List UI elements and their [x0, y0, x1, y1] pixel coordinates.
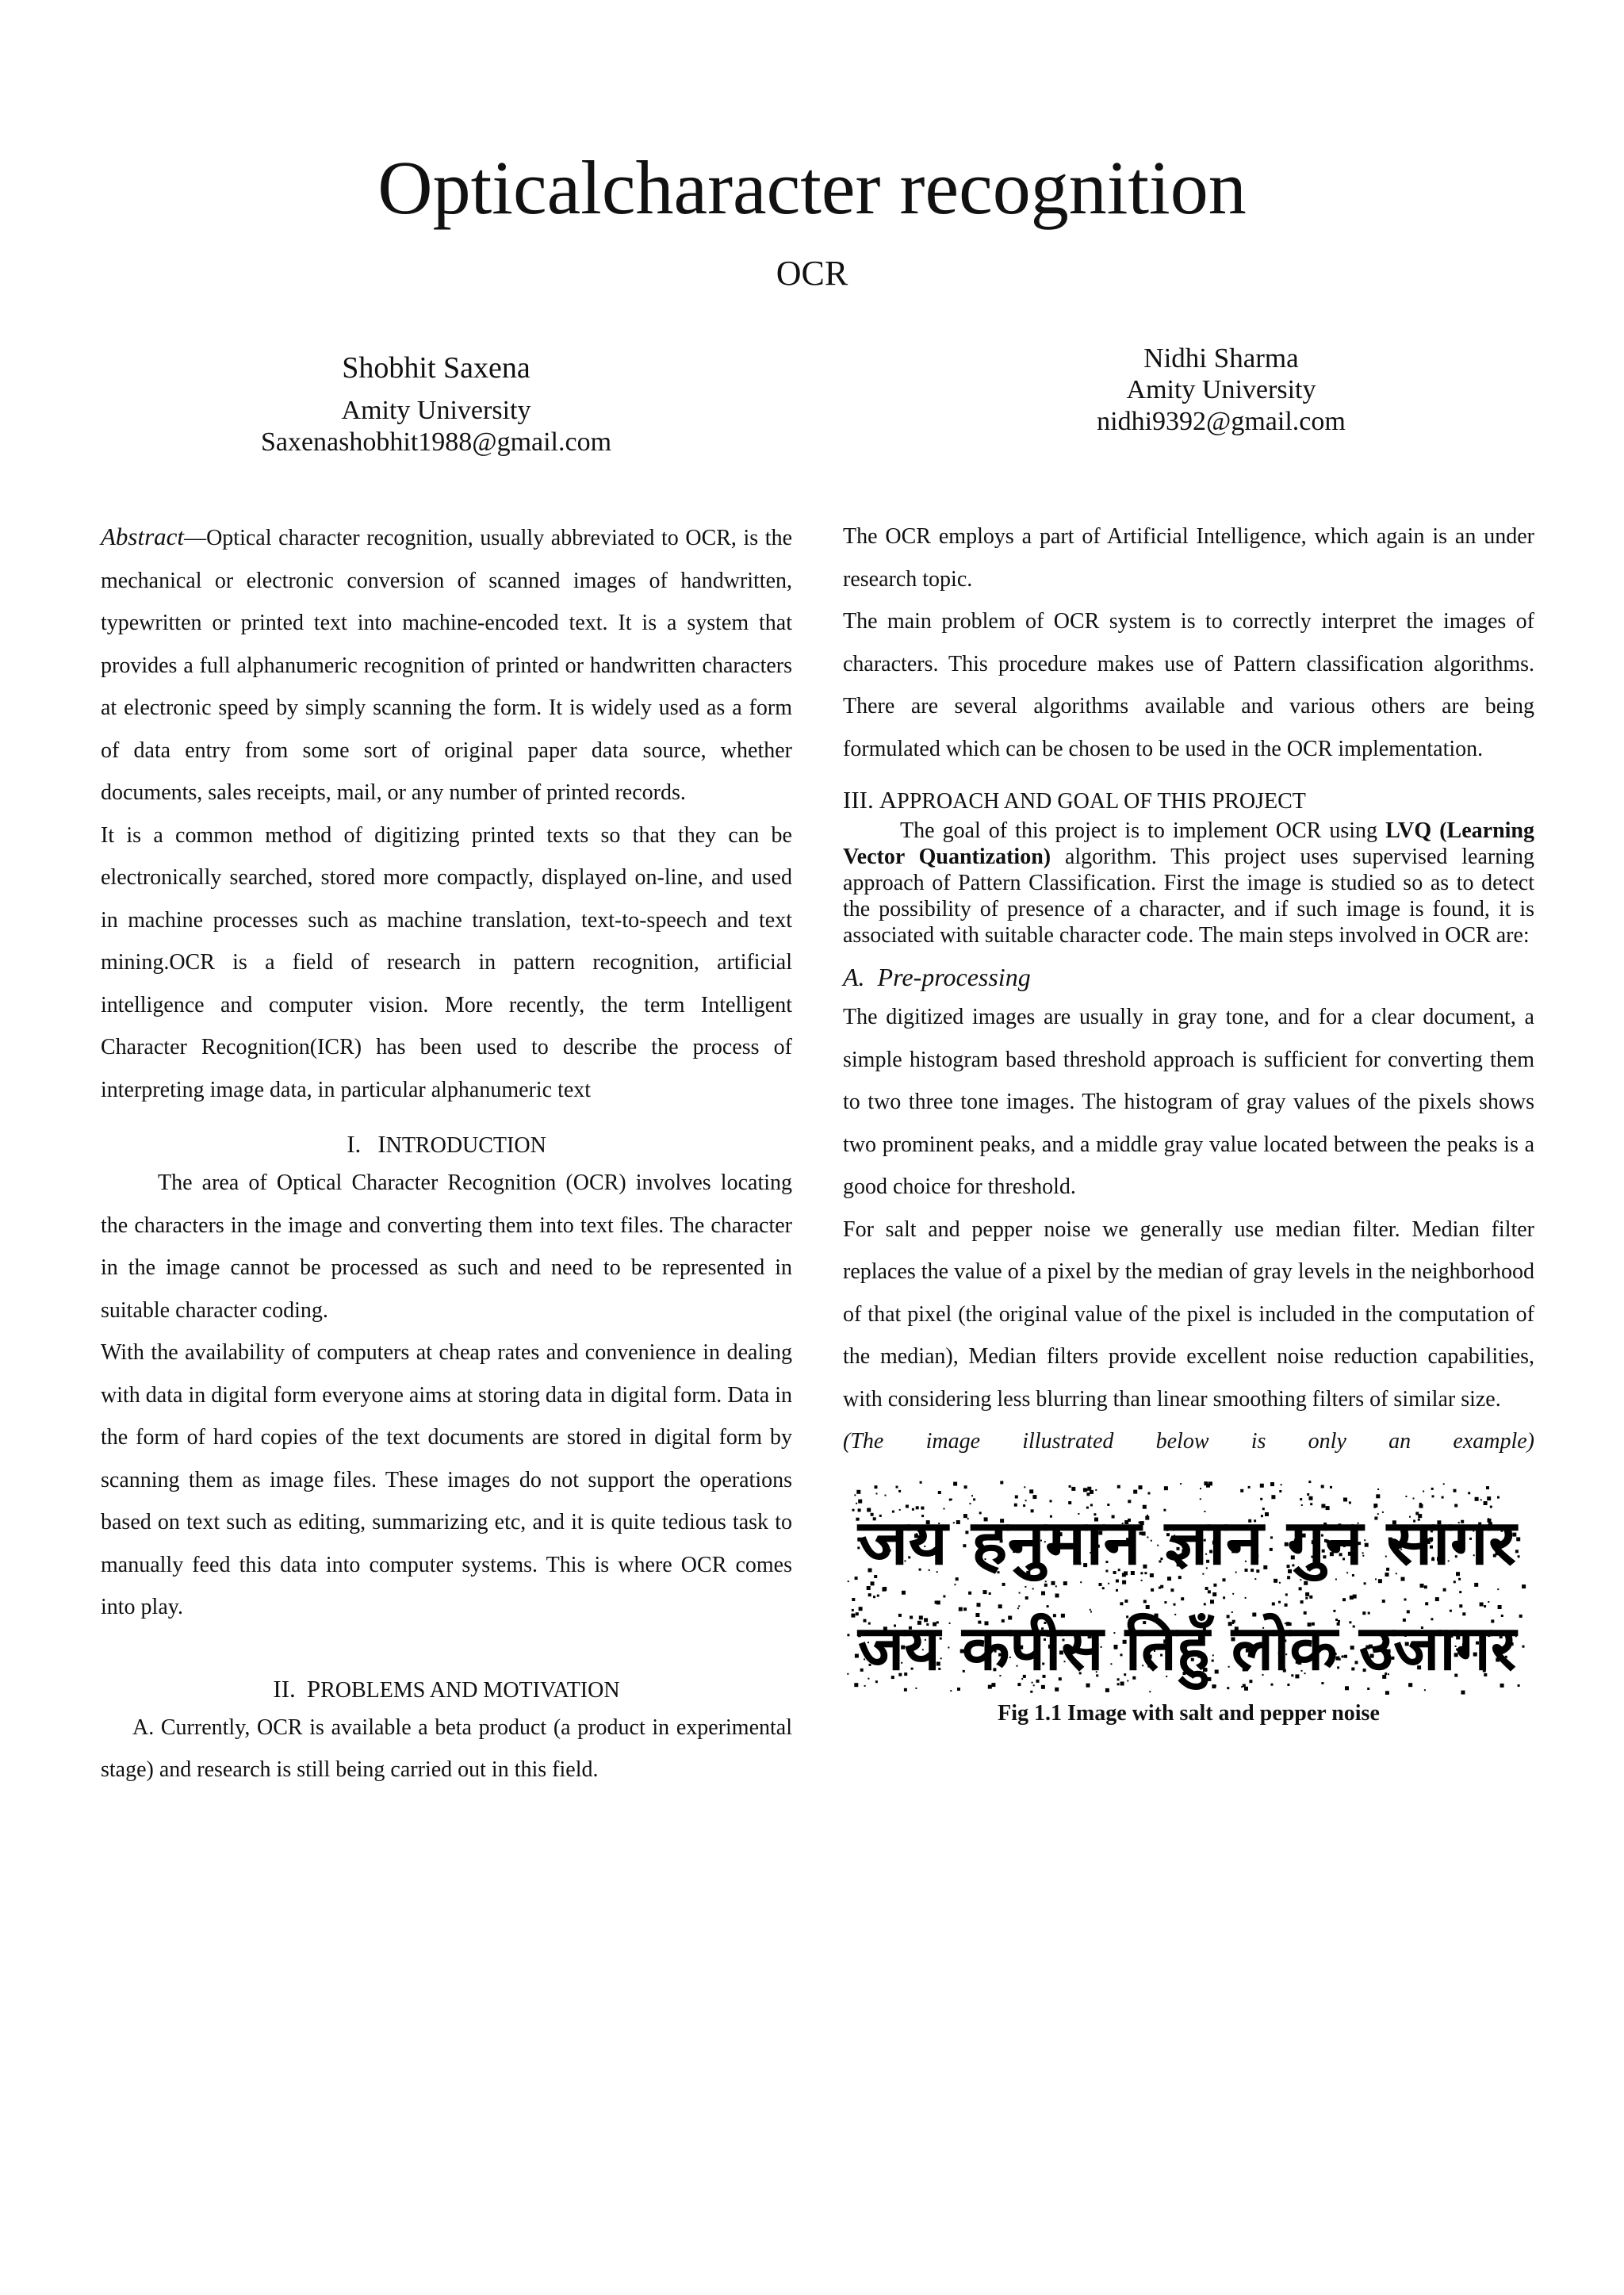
noise-dot [1385, 1691, 1389, 1695]
noise-dot [1116, 1588, 1118, 1591]
noise-dot [871, 1581, 875, 1585]
noise-dot [1405, 1496, 1407, 1497]
noise-dot [1149, 1691, 1151, 1692]
noise-dot [1122, 1580, 1126, 1584]
noise-dot [1090, 1489, 1094, 1493]
noise-dot [1497, 1588, 1499, 1590]
noise-dot [1015, 1495, 1018, 1498]
noise-dot [896, 1485, 898, 1488]
noise-dot [1107, 1504, 1109, 1506]
noise-dot [1450, 1609, 1452, 1611]
noise-dot [1025, 1596, 1028, 1600]
noise-dot [1033, 1684, 1035, 1686]
noise-dot [1117, 1485, 1120, 1488]
noise-dot [856, 1502, 857, 1504]
noise-dot [1435, 1597, 1439, 1601]
noise-dot [1432, 1495, 1434, 1497]
noise-dot [1484, 1501, 1488, 1505]
noise-dot [847, 1672, 848, 1674]
problems-paragraph-1: A. Currently, OCR is available a beta product (a product in experimental stage) and research is still being carried out in this field. [101, 1715, 792, 1782]
noise-dot [1404, 1598, 1407, 1600]
noise-dot [1279, 1581, 1281, 1583]
noise-dot [1413, 1497, 1415, 1499]
noise-dot [1424, 1689, 1426, 1691]
noise-dot [1260, 1483, 1264, 1487]
noise-dot [1285, 1603, 1288, 1606]
noise-dot [1497, 1496, 1500, 1498]
noise-dot [938, 1491, 941, 1494]
noise-dot [877, 1594, 879, 1596]
noise-dot [1270, 1482, 1274, 1486]
noise-dot [1023, 1504, 1025, 1507]
noise-dot [1272, 1602, 1275, 1605]
noise-dot [851, 1613, 855, 1617]
noise-dot [1055, 1593, 1059, 1597]
noise-dot [1279, 1490, 1281, 1492]
noise-dot [1475, 1496, 1479, 1500]
noise-dot [1105, 1688, 1109, 1692]
noise-dot [1018, 1605, 1020, 1607]
noise-dot [1069, 1485, 1071, 1487]
noise-dot [1083, 1488, 1087, 1492]
noise-dot [1212, 1684, 1216, 1688]
noise-dot [1431, 1487, 1434, 1489]
noise-dot [1044, 1583, 1048, 1586]
noise-dot [1454, 1488, 1457, 1492]
noise-dot [959, 1607, 963, 1611]
noise-dot [1108, 1582, 1109, 1584]
section-heading-approach: III. APPROACH AND GOAL OF THIS PROJECT [843, 786, 1306, 814]
noise-dot [1301, 1504, 1303, 1506]
noise-dot [1124, 1600, 1128, 1603]
noise-dot [1210, 1600, 1214, 1603]
paper-title: Opticalcharacter recognition [377, 145, 1247, 230]
noise-dot [1208, 1590, 1211, 1593]
noise-dot [868, 1593, 871, 1596]
noise-dot [1304, 1580, 1308, 1584]
noise-dot [950, 1690, 952, 1692]
noise-dot [1424, 1585, 1427, 1588]
noise-dot [1055, 1687, 1059, 1691]
noise-dot [1353, 1594, 1357, 1598]
noise-dot [1212, 1592, 1216, 1596]
noise-dot [1300, 1498, 1302, 1500]
figure-note: (The image illustrated below is only an example) [843, 1429, 1534, 1454]
noise-dot [1305, 1592, 1309, 1596]
noise-dot [1285, 1593, 1288, 1596]
noise-dot [1281, 1484, 1282, 1485]
noise-dot [847, 1634, 849, 1636]
noise-dot [1019, 1592, 1021, 1593]
noise-dot [873, 1596, 875, 1598]
noise-dot [1459, 1591, 1461, 1593]
author-affiliation: Amity University [1126, 375, 1316, 404]
noise-dot [1029, 1489, 1033, 1493]
section-heading-problems: II. PROBLEMS AND MOTIVATION [273, 1674, 620, 1703]
author-name: Shobhit Saxena [342, 351, 530, 385]
noise-dot [904, 1688, 907, 1691]
author-email: Saxenashobhit1988@gmail.com [260, 427, 612, 457]
right-paragraph-2: The main problem of OCR system is to correctly interpret the images of characters. This procedure makes use of Pattern classification algorithms. There are several algorithms available and various others are being formulated which can be chosen to be used in the OCR implementation. [843, 609, 1534, 761]
author-block-1 [230, 349, 642, 458]
noise-dot [989, 1592, 991, 1595]
noise-dot [855, 1577, 858, 1580]
noise-dot [1041, 1684, 1045, 1688]
noise-dot [1000, 1481, 1003, 1484]
noise-dot [876, 1492, 878, 1494]
abstract-paragraph [101, 515, 792, 814]
noise-dot [1030, 1690, 1032, 1692]
noise-dot [1382, 1600, 1385, 1603]
noise-dot [955, 1584, 956, 1585]
noise-dot [885, 1494, 887, 1496]
noise-dot [1260, 1497, 1262, 1500]
noise-dot [1522, 1584, 1526, 1588]
noise-dot [1141, 1579, 1143, 1580]
noise-dot [1419, 1504, 1422, 1506]
noise-dot [1120, 1602, 1123, 1605]
noise-dot [1170, 1588, 1174, 1592]
noise-dot [1376, 1494, 1380, 1498]
abstract-label: Abstract [101, 523, 185, 550]
paper-subtitle: OCR [776, 254, 848, 293]
noise-dot [1459, 1604, 1462, 1607]
noise-dot [1248, 1485, 1251, 1488]
noise-dot [852, 1608, 854, 1611]
noise-dot [1206, 1483, 1210, 1487]
approach-paragraph: The goal of this project is to implement OCR using LVQ (Learning Vector Quantization) algorithm. This project uses supervised learning approach of Pattern Classification. First the image is studied so as to detect the possibility of presence of a character, and if such image is found, it is associated with suitable character code. The main steps involved in OCR are: [843, 818, 1534, 948]
noise-dot [1240, 1488, 1243, 1492]
noise-dot [915, 1687, 917, 1688]
noise-dot [1443, 1588, 1446, 1591]
noise-dot [864, 1684, 866, 1686]
noise-dot [1146, 1605, 1150, 1609]
noise-dot [858, 1499, 862, 1503]
noise-dot [1181, 1597, 1184, 1600]
noise-dot [1518, 1555, 1520, 1557]
preprocessing-paragraph-1: The digitized images are usually in gray tone, and for a clear document, a simple histogram based threshold approach is sufficient for converting them to two three tone images. The histogram of gray values of the pixels shows two prominent peaks, and a middle gray value located between the peaks is a good choice for threshold. [843, 1005, 1534, 1199]
abstract-dash: — [184, 526, 207, 550]
noise-dot [1232, 1592, 1234, 1594]
noise-dot [1014, 1503, 1017, 1506]
noise-dot [1443, 1483, 1445, 1485]
noise-dot [1274, 1578, 1277, 1582]
noise-dot [1522, 1645, 1525, 1647]
noise-dot [971, 1495, 973, 1496]
noise-dot [1025, 1500, 1027, 1501]
noise-dot [875, 1485, 878, 1488]
noise-dot [1420, 1584, 1424, 1588]
noise-dot [1364, 1582, 1366, 1584]
noise-dot [1180, 1483, 1182, 1485]
noise-dot [1032, 1588, 1034, 1589]
noise-dot [1187, 1686, 1189, 1688]
noise-dot [1041, 1591, 1045, 1595]
noise-dot [859, 1607, 863, 1611]
noise-dot [1017, 1607, 1019, 1609]
noise-dot [1090, 1504, 1093, 1506]
noise-dot [1367, 1688, 1369, 1690]
lvq-bold: LVQ (Learning Vector Quantization) [843, 818, 1534, 869]
noise-dot [1099, 1583, 1102, 1586]
noise-dot [1480, 1499, 1482, 1500]
noise-dot [1116, 1579, 1119, 1582]
noise-dot [1271, 1495, 1275, 1499]
noise-dot [1487, 1496, 1491, 1500]
noise-dot [998, 1604, 1002, 1608]
author-block-2 [991, 343, 1451, 438]
noise-dot [1204, 1603, 1206, 1605]
salt-pepper-noise-figure [846, 1481, 1528, 1695]
noise-dot [1454, 1504, 1457, 1507]
noise-dot [1244, 1686, 1248, 1690]
noisy-text-image [846, 1481, 1528, 1695]
noise-dot [1164, 1486, 1168, 1490]
noise-dot [1307, 1493, 1309, 1496]
noise-dot [1305, 1596, 1308, 1599]
noise-dot [949, 1498, 952, 1500]
noise-dot [936, 1600, 940, 1604]
noise-dot [977, 1603, 981, 1607]
abstract-text: Optical character recognition, usually abbreviated to OCR, is the mechanical or electronic conversion of scanned images of handwritten, typewritten or printed text into machine-encoded text. It is a system that provides a full alphanumeric recognition of printed or handwritten characters at electronic speed by simply scanning the form. It is widely used as a form of data entry from some sort of original paper data source, whether documents, sales receipts, mail, or any number of printed records. [101, 526, 792, 805]
noise-dot [856, 1489, 860, 1493]
noise-dot [1045, 1580, 1047, 1582]
author-affiliation: Amity University [341, 396, 531, 425]
noise-dot [1474, 1582, 1478, 1586]
author-name: Nidhi Sharma [1143, 343, 1299, 374]
noise-dot [964, 1485, 967, 1488]
intro-paragraph-2: With the availability of computers at cheap rates and convenience in dealing with data in digital form everyone aims at storing data in digital form. Data in the form of hard copies of the text documents are stored in digital form by scanning them as image files. These images do not support the operations based on text such as editing, summarizing etc, and it is quite tedious task to manually feed this data into computer systems. This is where OCR comes into play. [101, 1340, 792, 1619]
noise-dot [953, 1481, 957, 1485]
noise-dot [1095, 1488, 1097, 1490]
noise-dot [943, 1595, 945, 1597]
noise-dot [1243, 1684, 1246, 1687]
noise-dot [848, 1580, 849, 1582]
noise-dot [898, 1489, 901, 1492]
noise-dot [1047, 1605, 1049, 1607]
noise-dot [1080, 1581, 1082, 1583]
noise-dot [1205, 1587, 1208, 1590]
noise-dot [988, 1684, 992, 1688]
noise-dot [1309, 1595, 1312, 1598]
noise-dot [1133, 1489, 1137, 1493]
noise-dot [1200, 1498, 1201, 1500]
noise-dot [1024, 1486, 1025, 1488]
noise-dot [1051, 1580, 1055, 1584]
noise-dot [1377, 1488, 1379, 1490]
right-paragraph-1: The OCR employs a part of Artificial Intelligence, which again is an under research topic. [843, 524, 1534, 592]
noise-dot [1223, 1596, 1225, 1599]
noise-dot [1498, 1605, 1502, 1609]
subsection-heading-preprocessing: A. Pre-processing [843, 963, 1031, 991]
noise-dot [1442, 1496, 1444, 1498]
section-heading-introduction: I. INTRODUCTION [347, 1130, 546, 1158]
left-column [101, 515, 792, 1791]
noise-dot [1343, 1497, 1347, 1501]
noise-dot [1516, 1537, 1520, 1541]
noise-dot [969, 1503, 971, 1504]
noise-dot [1032, 1495, 1036, 1499]
noise-dot [957, 1688, 960, 1691]
noise-dot [1423, 1490, 1424, 1492]
noise-dot [1159, 1586, 1161, 1588]
noise-dot [1342, 1598, 1346, 1601]
noise-dot [1518, 1684, 1520, 1687]
preprocessing-paragraph-2: For salt and pepper noise we generally use median filter. Median filter replaces the value of a pixel by the median of gray levels in the neighborhood of that pixel (the original value of the pixel is included in the computation of the median), Median filters provide excellent noise reduction capabilities, with considering less blurring than linear smoothing filters of similar size. [843, 1216, 1534, 1412]
noise-dot [1480, 1602, 1484, 1606]
noise-dot [1128, 1500, 1131, 1503]
noise-dot [1300, 1600, 1304, 1603]
noise-dot [1245, 1596, 1247, 1598]
noise-dot [852, 1508, 855, 1511]
noise-dot [1425, 1602, 1428, 1605]
noise-dot [1378, 1579, 1382, 1583]
noise-dot [1519, 1614, 1522, 1617]
noise-dot [1164, 1601, 1166, 1603]
author-email: nidhi9392@gmail.com [1097, 407, 1346, 436]
noise-dot [1063, 1581, 1067, 1585]
noise-dot [1308, 1481, 1311, 1483]
noise-dot [1148, 1492, 1151, 1494]
figure-devanagari-line-2: जय कपीस तिहुँ लोक उजागर [858, 1612, 1512, 1684]
noise-dot [1050, 1500, 1052, 1502]
noise-dot [1102, 1587, 1105, 1589]
noise-dot [1345, 1686, 1349, 1690]
right-column [843, 515, 1534, 1730]
noise-dot [867, 1586, 871, 1590]
noise-dot [1174, 1603, 1176, 1605]
noise-dot [1200, 1488, 1201, 1489]
figure-devanagari-line-1: जय हनुमान ज्ञान गुन सागर [858, 1507, 1458, 1579]
noise-dot [1151, 1588, 1154, 1591]
noise-dot [973, 1498, 975, 1500]
noise-dot [1055, 1585, 1057, 1587]
noise-dot [1086, 1492, 1090, 1496]
abstract-paragraph-2: It is a common method of digitizing printed texts so that they can be electronically searched, stored more compactly, displayed on-line, and used in machine processes such as machine translation, text-to-speech and text mining.OCR is a field of research in pattern recognition, artificial intelligence and computer vision. More recently, the term Intelligent Character Recognition(ICR) has been used to describe the process of interpreting image data, in particular alphanumeric text [101, 822, 792, 1102]
noise-dot [1310, 1503, 1312, 1505]
noise-dot [1330, 1485, 1332, 1488]
noise-dot [1488, 1601, 1489, 1603]
noise-dot [1333, 1609, 1335, 1611]
noise-dot [1454, 1580, 1456, 1583]
intro-paragraph-1: The area of Optical Character Recognition (OCR) involves locating the characters in the image and converting them into text files. The character in the image cannot be processed as such and need to be represented in suitable character coding. [101, 1170, 792, 1323]
noise-dot [983, 1590, 987, 1594]
noise-dot [1299, 1587, 1302, 1590]
noise-dot [1227, 1687, 1229, 1689]
noise-dot [854, 1494, 856, 1496]
noise-dot [1468, 1492, 1470, 1494]
noise-dot [1278, 1600, 1281, 1603]
noise-dot [963, 1607, 967, 1611]
noise-dot [1213, 1583, 1216, 1586]
noise-dot [1321, 1485, 1324, 1488]
noise-dot [1484, 1605, 1486, 1607]
noise-dot [1002, 1582, 1005, 1585]
noise-dot [1090, 1608, 1091, 1610]
noise-dot [1349, 1501, 1351, 1504]
figure-caption: Fig 1.1 Image with salt and pepper noise [998, 1700, 1380, 1726]
noise-dot [1309, 1496, 1313, 1500]
noise-dot [920, 1481, 922, 1483]
noise-dot [1461, 1690, 1465, 1694]
noise-dot [1300, 1579, 1301, 1580]
noise-dot [968, 1591, 971, 1594]
noise-dot [852, 1598, 855, 1601]
noise-dot [1486, 1486, 1489, 1489]
noise-dot [1143, 1600, 1147, 1603]
noise-dot [1241, 1686, 1243, 1688]
noise-dot [1068, 1501, 1071, 1504]
noise-dot [1071, 1486, 1075, 1490]
noise-dot [882, 1587, 886, 1591]
noise-dot [1139, 1485, 1143, 1489]
noise-dot [1025, 1585, 1026, 1587]
noise-dot [902, 1590, 906, 1594]
